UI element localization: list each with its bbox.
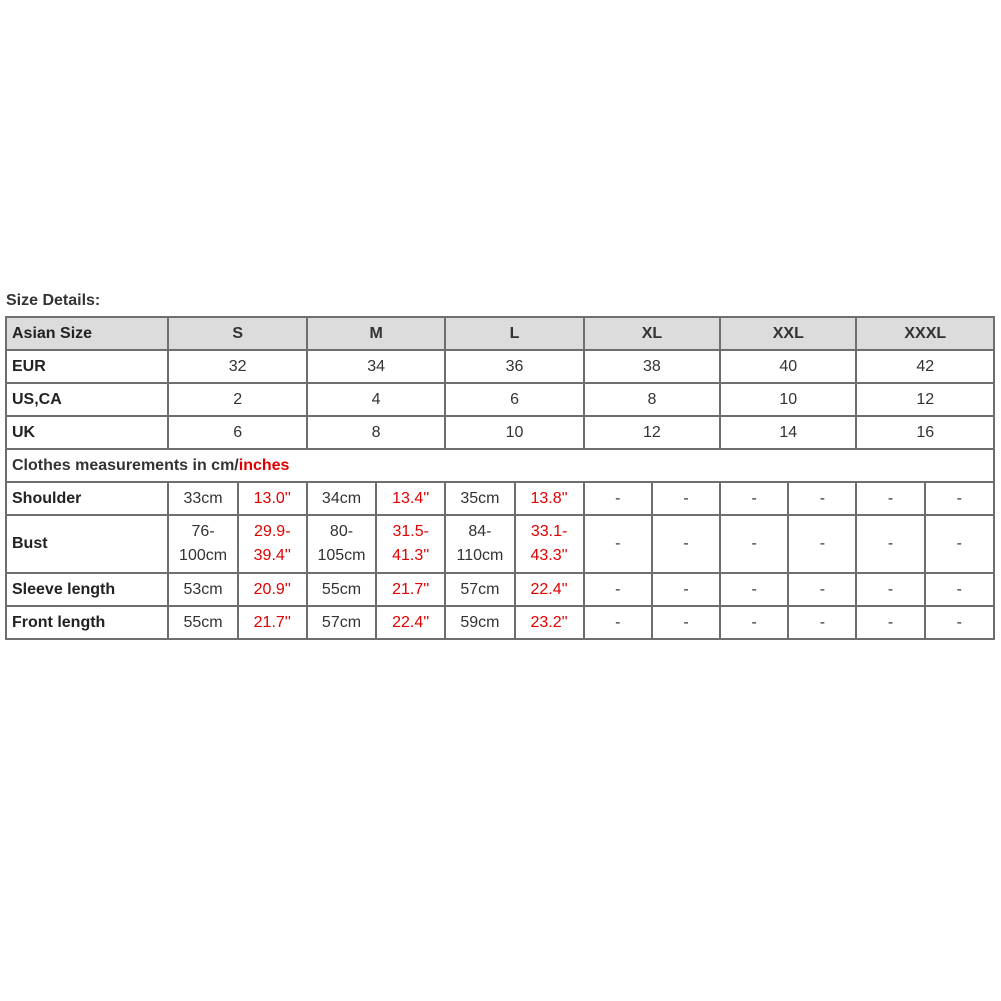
table-cell: 55cm — [307, 573, 376, 606]
table-cell: 33cm — [168, 482, 237, 515]
section-row — [6, 449, 994, 482]
table-cell: 12 — [584, 416, 720, 449]
inch-cell: 13.0'' — [238, 482, 307, 515]
table-cell: - — [925, 573, 994, 606]
table-cell: - — [925, 515, 994, 573]
table-cell: 59cm — [445, 606, 514, 639]
table-cell: 10 — [720, 383, 856, 416]
table-cell: 8 — [584, 383, 720, 416]
table-cell: - — [788, 482, 856, 515]
inch-cell: 29.9- 39.4'' — [238, 515, 307, 573]
table-cell: - — [584, 606, 652, 639]
conversion-row — [6, 350, 994, 383]
table-cell: - — [856, 606, 924, 639]
table-cell: 55cm — [168, 606, 237, 639]
table-cell: - — [925, 606, 994, 639]
table-cell: - — [925, 482, 994, 515]
inch-cell: 13.4'' — [376, 482, 445, 515]
row-label: Shoulder — [6, 482, 168, 515]
table-cell: 35cm — [445, 482, 514, 515]
table-cell: 32 — [168, 350, 306, 383]
conversion-row — [6, 383, 994, 416]
inch-cell: 20.9'' — [238, 573, 307, 606]
size-table — [5, 316, 995, 640]
inch-cell: 31.5- 41.3'' — [376, 515, 445, 573]
table-cell: 2 — [168, 383, 306, 416]
table-cell: - — [652, 482, 720, 515]
table-cell: 80- 105cm — [307, 515, 376, 573]
section-text-cm: Clothes measurements in cm/ — [12, 456, 239, 474]
row-label: UK — [6, 416, 168, 449]
row-label: US,CA — [6, 383, 168, 416]
inch-cell: 33.1- 43.3'' — [515, 515, 584, 573]
measurement-row — [6, 573, 994, 606]
table-cell: - — [720, 573, 788, 606]
table-cell: - — [584, 515, 652, 573]
inch-cell: 23.2'' — [515, 606, 584, 639]
table-cell: 14 — [720, 416, 856, 449]
table-cell: 34 — [307, 350, 445, 383]
table-cell: - — [788, 515, 856, 573]
measurement-row — [6, 606, 994, 639]
page-title: Size Details: — [6, 292, 101, 309]
table-cell: - — [584, 482, 652, 515]
table-cell: - — [720, 606, 788, 639]
table-cell: - — [652, 573, 720, 606]
table-cell: 84- 110cm — [445, 515, 514, 573]
table-cell: 6 — [168, 416, 306, 449]
table-cell: 34cm — [307, 482, 376, 515]
table-header-row — [6, 317, 994, 350]
header-size-xxl: XXL — [720, 317, 856, 350]
row-label: Sleeve length — [6, 573, 168, 606]
table-cell: - — [652, 515, 720, 573]
table-cell: - — [720, 515, 788, 573]
row-label: Front length — [6, 606, 168, 639]
header-size-xl: XL — [584, 317, 720, 350]
header-size-s: S — [168, 317, 306, 350]
inch-cell: 21.7'' — [238, 606, 307, 639]
table-cell: 57cm — [445, 573, 514, 606]
section-text-inches: inches — [238, 456, 290, 474]
table-cell: 4 — [307, 383, 445, 416]
inch-cell: 13.8'' — [515, 482, 584, 515]
inch-cell: 22.4'' — [376, 606, 445, 639]
table-cell: - — [856, 515, 924, 573]
section-heading — [6, 449, 994, 482]
conversion-row — [6, 416, 994, 449]
table-cell: - — [720, 482, 788, 515]
table-cell: 6 — [445, 383, 583, 416]
header-size-l: L — [445, 317, 583, 350]
table-cell: 76- 100cm — [168, 515, 237, 573]
table-cell: 57cm — [307, 606, 376, 639]
table-cell: 53cm — [168, 573, 237, 606]
header-size-m: M — [307, 317, 445, 350]
table-cell: 8 — [307, 416, 445, 449]
measurement-row — [6, 482, 994, 515]
table-cell: 10 — [445, 416, 583, 449]
row-label: Bust — [6, 515, 168, 573]
table-cell: - — [652, 606, 720, 639]
table-cell: 42 — [856, 350, 994, 383]
table-cell: - — [788, 573, 856, 606]
table-cell: 16 — [856, 416, 994, 449]
measurement-row — [6, 515, 994, 573]
table-cell: 36 — [445, 350, 583, 383]
table-cell: 12 — [856, 383, 994, 416]
table-cell: - — [856, 482, 924, 515]
inch-cell: 21.7'' — [376, 573, 445, 606]
header-label: Asian Size — [6, 317, 168, 350]
table-cell: 38 — [584, 350, 720, 383]
row-label: EUR — [6, 350, 168, 383]
table-cell: - — [788, 606, 856, 639]
table-cell: - — [856, 573, 924, 606]
inch-cell: 22.4'' — [515, 573, 584, 606]
table-cell: 40 — [720, 350, 856, 383]
table-cell: - — [584, 573, 652, 606]
header-size-xxxl: XXXL — [856, 317, 994, 350]
